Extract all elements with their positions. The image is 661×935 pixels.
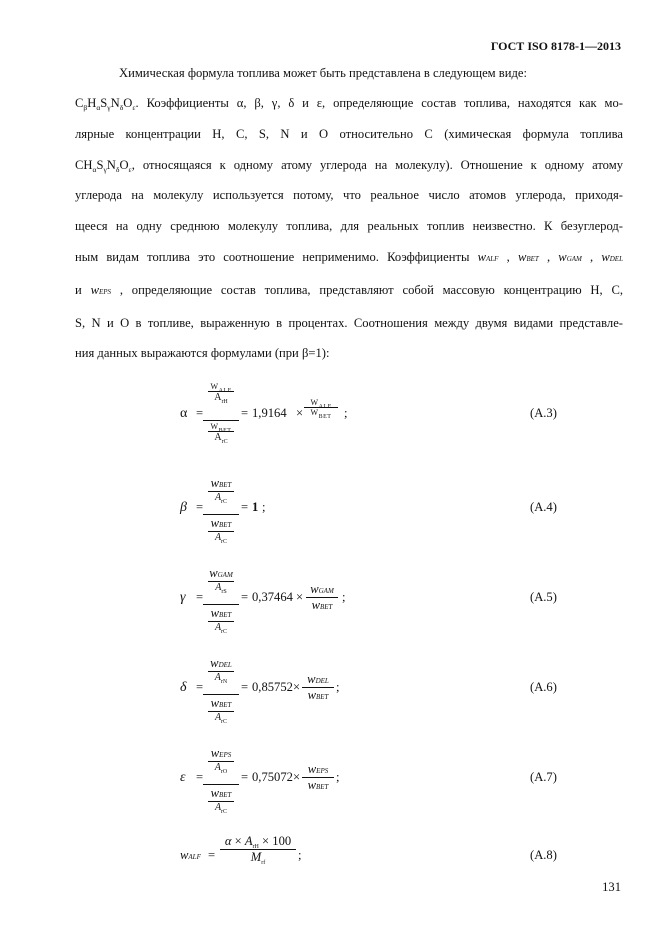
body-line-3: $CH_\alpha S_\gamma N_\delta O_\varepsilon$, относящаяся к одному атому углерода на молекулу). Отношение к одному атому (75, 157, 624, 174)
eq-lhs: α (180, 406, 188, 421)
page-number: 131 (602, 880, 621, 894)
equation-a6: δ = wDEL $A_{rN}$ wBET $A_{rC}$ = 0,85752 × wDEL wBET ; (A.6) (180, 656, 557, 725)
eq-coefficient: 0,85752 (252, 680, 293, 694)
body-line-5: щееся на одну среднюю молекулу топлива, для реальных топлив неизвестно. К безуглерод- (75, 219, 623, 234)
eq-lhs: γ (180, 590, 186, 605)
eq-lhs: ε (180, 770, 186, 785)
equation-number: (A.3) (530, 406, 557, 420)
equation-a4: β = wBET $A_{rC}$ wBET $A_{rC}$ = 1 ; (A.4) (180, 476, 557, 545)
eq-lhs: wALF (180, 848, 201, 862)
equation-number: (A.7) (530, 770, 557, 784)
eq-lhs: β (180, 500, 187, 515)
eq-main-fraction: $W_{ALF}$ $A_{rH}$ (205, 382, 237, 403)
eq-lhs: δ (180, 680, 187, 695)
equation-a7: ε = wEPS $A_{rO}$ wBET $A_{rC}$ = 0,75072 × wEPS wBET ; (A.7) (180, 746, 557, 815)
document-header: ГОСТ ISO 8178-1—2013 (490, 39, 621, 53)
eq-coefficient: 0,37464 (252, 590, 293, 604)
body-line-1: $C_\beta H_\alpha S_\gamma N_\delta O_\varepsilon$. Коэффициенты α, β, γ, δ и ε, определяющие состав топлива, находятся как мо- (75, 96, 623, 112)
body-line-6: ным видам топлива это соотношение неприменимо. Коэффициенты wALF , wBET , wGAM , wDEL (75, 249, 623, 264)
eq-coefficient: 1,9164 (252, 406, 287, 420)
equation-a8: wALF = $\alpha \times A_{rH} \times 100$ $M_{rf}$ ; (A.8) (180, 834, 557, 866)
intro-text: Химическая формула топлива может быть представлена в следующем виде: (119, 66, 527, 80)
body-line-8: S, N и O в топливе, выраженную в процентах. Соотношения между двумя видами представле- (75, 315, 623, 330)
body-line-2: лярные концентрации H, C, S, N и O относительно C (химическая формула топлива (75, 126, 623, 141)
body-line-4: углерода на молекулу используется потому, что реальное число атомов углерода, приходя- (75, 188, 623, 203)
equation-number: (A.5) (530, 590, 557, 604)
eq-factor: 100 (272, 834, 292, 848)
eq-coefficient: 1 (252, 500, 259, 514)
intro-paragraph (75, 58, 623, 89)
equation-number: (A.8) (530, 848, 557, 862)
eq-coefficient: 0,75072 (252, 770, 293, 784)
equation-a5: γ = wGAM $A_{rS}$ wBET $A_{rC}$ = 0,37464 × wGAM wBET ; (A.5) (180, 566, 557, 635)
body-paragraph (75, 88, 623, 369)
equation-number: (A.4) (530, 500, 557, 514)
equation-a3: α = $W_{ALF}$ $A_{rH}$ $W_{BET}$ $A_{rC}$ = 1,9164 × $W_{ALF}$ $W_{BET}$ ; (A.3) (180, 382, 557, 445)
body-line-9: ния данных выражаются формулами (при β=1): (75, 346, 330, 361)
body-line-7: и wEPS , определяющие состав топлива, представляют собой массовую концентрацию H, C, (75, 282, 623, 297)
equation-number: (A.6) (530, 680, 557, 694)
